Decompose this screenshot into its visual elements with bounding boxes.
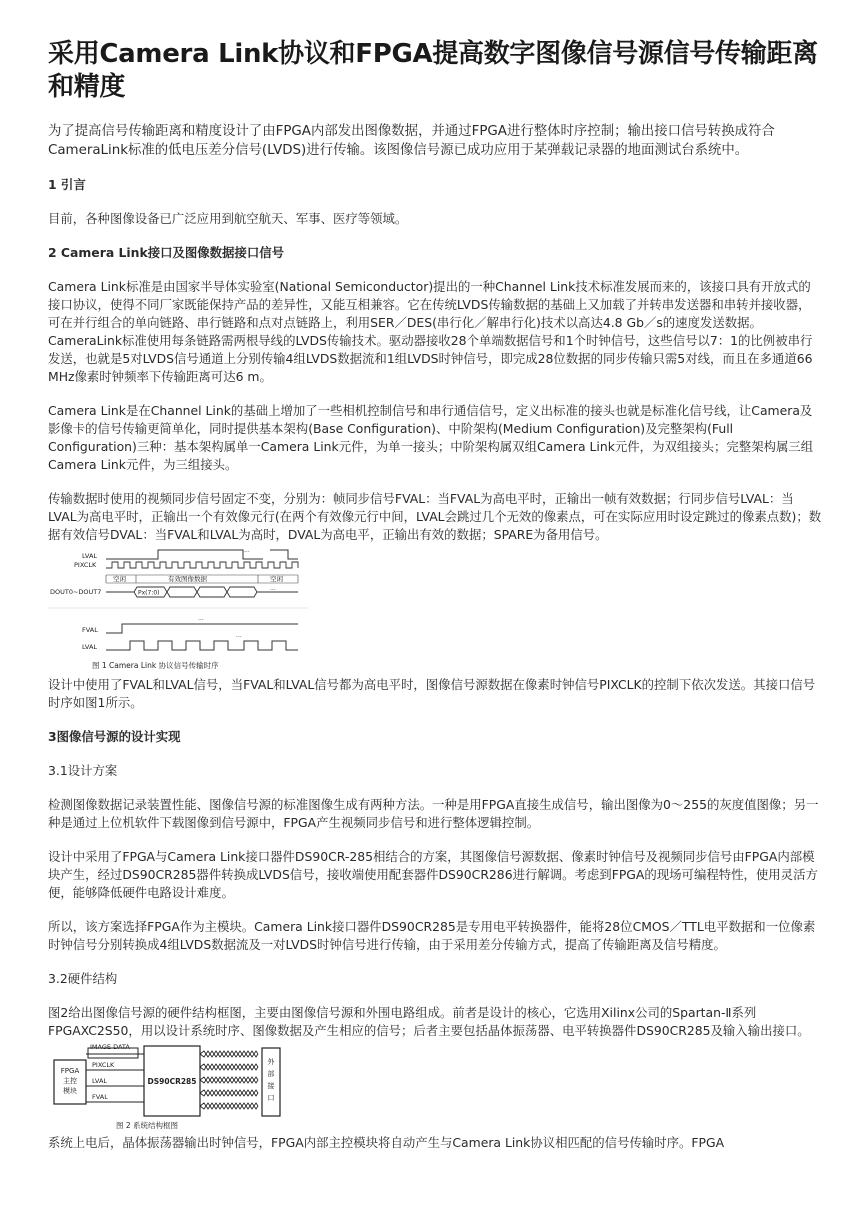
paragraph-intro: 目前，各种图像设备已广泛应用到航空航天、军事、医疗等领域。 [48, 211, 408, 226]
abstract: 为了提高信号传输距离和精度设计了由FPGA内部发出图像数据，并通过FPGA进行整体时序控制；输出接口信号转换成符合CameraLink标准的低电压差分信号(LVDS)进行传输。该图像信号源已成功应用于某弹载记录器的地面测试台系统中。 [48, 124, 775, 158]
paragraph-design-3: 所以，该方案选择FPGA作为主模块。Camera Link接口器件DS90CR285是专用电平转换器件，能将28位CMOS／TTL电平数据和一位像素时钟信号分别转换成4组LVDS数据流及一对LVDS时钟信号进行传输，由于采用差分传输方式，提高了传输距离及信号精度。 [48, 919, 816, 952]
fig1-blank-label-2: 空闲 [270, 575, 283, 583]
section-heading-design: 3图像信号源的设计实现 [48, 729, 181, 744]
fig2-external-label-4: 口 [267, 1094, 275, 1102]
paragraph-hardware-1: 图2给出图像信号源的硬件结构框图，主要由图像信号源和外围电路组成。前者是设计的核心，它选用Xilinx公司的Spartan-Ⅱ系列FPGAXC2S50，用以设计系统时序、图像数据及产生相应的信号；后者主要包括晶体振荡器、电平转换器件DS90CR285及输入输出接口。 [48, 1005, 810, 1038]
fig1-signal-label-dout: DOUT0~DOUT7 [50, 588, 102, 596]
fig2-signal-pixclk: PIXCLK [92, 1061, 115, 1069]
paragraph-design-2: 设计中采用了FPGA与Camera Link接口器件DS90CR-285相结合的方案，其图像信号源数据、像素时钟信号及视频同步信号由FPGA内部模块产生，经过DS90CR285器件转换成LVDS信号，接收端使用配套器件DS90CR286进行解调。考虑到FPGA的现场可编程特性，使用灵活方便，能够降低硬件电路设计难度。 [48, 849, 818, 900]
fig2-caption: 图 2 系统结构框图 [116, 1121, 179, 1130]
fig2-signal-fval: FVAL [92, 1093, 108, 1101]
figure-2-system-block-diagram [48, 1042, 822, 1134]
article [48, 38, 822, 1152]
fig1-ellipsis-top: ... [244, 547, 250, 554]
fig1-ellipsis-lval: ... [236, 632, 242, 639]
fig1-signal-label-fval: FVAL [82, 626, 98, 634]
fig2-fpga-label-2: 主控 [63, 1077, 77, 1085]
fig1-signal-label-pixclk: PIXCLK [74, 561, 97, 569]
block-diagram-svg [48, 1042, 288, 1130]
paragraph-camera-link-4: 设计中使用了FVAL和LVAL信号，当FVAL和LVAL信号都为高电平时，图像信号源数据在像素时钟信号PIXCLK的控制下依次发送。其接口信号时序如图1所示。 [48, 677, 816, 710]
fig1-fval-waveform [106, 624, 298, 633]
paragraph-hardware-2: 系统上电后，晶体振荡器输出时钟信号，FPGA内部主控模块将自动产生与Camera Link协议相匹配的信号传输时序。FPGA [48, 1135, 725, 1150]
fig2-lvds-lines [200, 1051, 258, 1109]
paragraph-design-1: 检测图像数据记录装置性能、图像信号源的标准图像生成有两种方法。一种是用FPGA直接生成信号，输出图像为0～255的灰度值图像；另一种是通过上位机软件下载图像到信号源中，FPGA产生视频同步信号和进行整体逻辑控制。 [48, 797, 819, 830]
article-title: 采用Camera Link协议和FPGA提高数字图像信号源信号传输距离和精度 [48, 39, 818, 102]
section-heading-introduction: 1 引言 [48, 177, 86, 192]
fig1-signal-label-lval-top: LVAL [82, 552, 98, 560]
fig1-caption: 图 1 Camera Link 协议信号传输时序 [92, 661, 219, 670]
paragraph-camera-link-2: Camera Link是在Channel Link的基础上增加了一些相机控制信号和串行通信信号，定义出标准的接头也就是标准化信号线，让Camera及影像卡的信号传输更简单化，同时提供基本架构(Base Configuration)、中阶架构(Medium Configuration)及完整架构(Full Configuration)三种：基本架构属单一Camera Link元件，为单一接头；中阶架构属双组Camera Link元件，为双组接头；完整架构属三组Camera Link元件，为三组接头。 [48, 403, 814, 472]
figure-1-timing-diagram [48, 546, 822, 676]
subsection-heading-design-plan: 3.1设计方案 [48, 763, 118, 778]
fig1-lval-waveform [106, 550, 263, 559]
fig2-chip-label: DS90CR285 [147, 1077, 197, 1086]
paragraph-camera-link-1: Camera Link标准是由国家半导体实验室(National Semiconductor)提出的一种Channel Link技术标准发展而来的，该接口具有开放式的接口协议，使得不同厂家既能保持产品的差异性，又能互相兼容。它在传统LVDS传输数据的基础上又加载了并转串发送器和串转并接收器，可在并行组合的单向链路、串行链路和点对点链路上，利用SER／DES(串行化／解串行化)技术以高达4.8 Gb／s的速度发送数据。CameraLink标准使用每条链路需两根导线的LVDS传输技术。驱动器接收28个单端数据信号和1个时钟信号，这些信号以7：1的比例被串行发送，也就是5对LVDS信号通道上分别传输4组LVDS数据流和1组LVDS时钟信号，即完成28位数据的同步传输只需5对线，而且在多通道66 MHz像素时钟频率下传输距离可达6 m。 [48, 279, 813, 384]
fig1-lval-bottom-waveform [106, 641, 298, 650]
fig2-external-label-2: 部 [267, 1070, 275, 1078]
fig1-blank-label-1: 空闲 [113, 575, 126, 583]
fig2-fpga-label-1: FPGA [60, 1067, 80, 1075]
paragraph-camera-link-3: 传输数据时使用的视频同步信号固定不变，分别为：帧同步信号FVAL：当FVAL为高电平时，正输出一帧有效数据；行同步信号LVAL：当LVAL为高电平时，正输出一个有效像元行(在两个有效像元行中间，LVAL会跳过几个无效的像素点，可在实际应用时设定跳过的像素点数)；数据有效信号DVAL：当FVAL和LVAL为高时，DVAL为高电平，正输出有效的数据；SPARE为备用信号。 [48, 491, 822, 542]
fig1-pixclk-waveform [106, 562, 298, 568]
fig2-signal-image-data: IMAGE DATA [90, 1043, 130, 1051]
fig2-external-label-3: 接 [267, 1082, 275, 1090]
fig1-valid-data-label: 有效图像数据 [168, 575, 207, 583]
fig1-data-label: Px(7:0) [138, 589, 160, 597]
timing-diagram-svg [48, 546, 308, 672]
section-heading-camera-link: 2 Camera Link接口及图像数据接口信号 [48, 245, 284, 260]
fig2-external-label-1: 外 [267, 1058, 275, 1066]
fig2-fpga-label-3: 模块 [63, 1087, 77, 1095]
fig1-ellipsis-fval: ... [198, 615, 204, 622]
fig2-signal-lval: LVAL [92, 1077, 108, 1085]
fig1-signal-label-lval-bottom: LVAL [82, 643, 98, 651]
fig1-ellipsis-dout: ... [270, 585, 276, 592]
subsection-heading-hardware: 3.2硬件结构 [48, 971, 118, 986]
